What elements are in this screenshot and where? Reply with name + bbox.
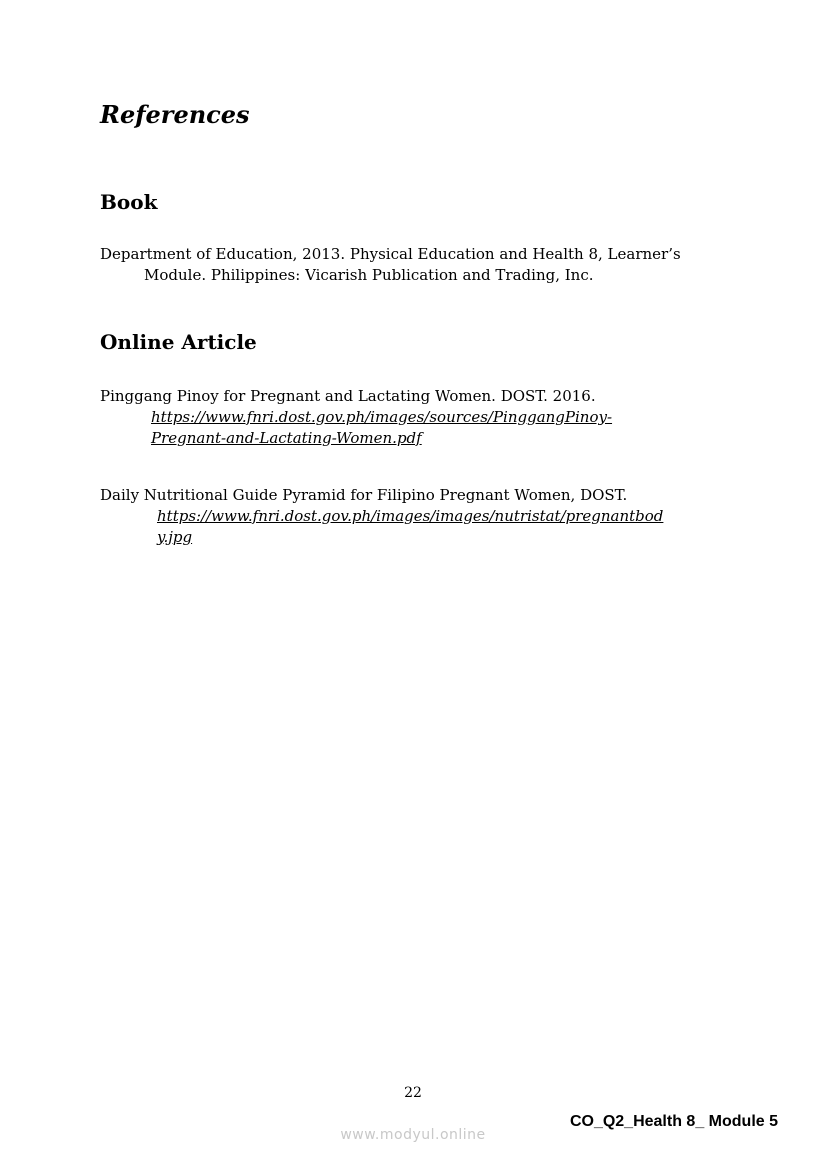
reference-text: Department of Education, 2013. Physical Education and Health 8, Learner’s (100, 245, 681, 263)
reference-link-wrapper (100, 527, 740, 548)
reference-link-continued[interactable]: Pregnant-and-Lactating-Women.pdf (151, 429, 422, 447)
reference-link-wrapper (100, 407, 740, 428)
reference-link-wrapper (100, 506, 740, 527)
reference-link-continued[interactable]: y.jpg (157, 528, 193, 546)
reference-link[interactable]: https://www.fnri.dost.gov.ph/images/images/nutristat/pregnantbod (157, 507, 664, 525)
reference-entry-nutritional-pyramid (100, 485, 740, 548)
reference-entry-book (100, 244, 740, 286)
section-heading-online-article: Online Article (100, 330, 257, 354)
section-heading-book: Book (100, 190, 158, 214)
reference-text: Daily Nutritional Guide Pyramid for Filipino Pregnant Women, DOST. (100, 486, 628, 504)
module-footer-label: CO_Q2_Health 8_ Module 5 (569, 1113, 778, 1130)
page-title: References (100, 100, 250, 129)
reference-entry-pinggang-pinoy (100, 386, 740, 449)
reference-link[interactable]: https://www.fnri.dost.gov.ph/images/sources/PinggangPinoy- (151, 408, 613, 426)
reference-link-wrapper (100, 428, 740, 449)
page-number: 22 (404, 1085, 422, 1101)
watermark: www.modyul.online (340, 1127, 486, 1143)
reference-text: Pinggang Pinoy for Pregnant and Lactating Women. DOST. 2016. (100, 387, 596, 405)
reference-text-continued: Module. Philippines: Vicarish Publication and Trading, Inc. (144, 266, 594, 284)
